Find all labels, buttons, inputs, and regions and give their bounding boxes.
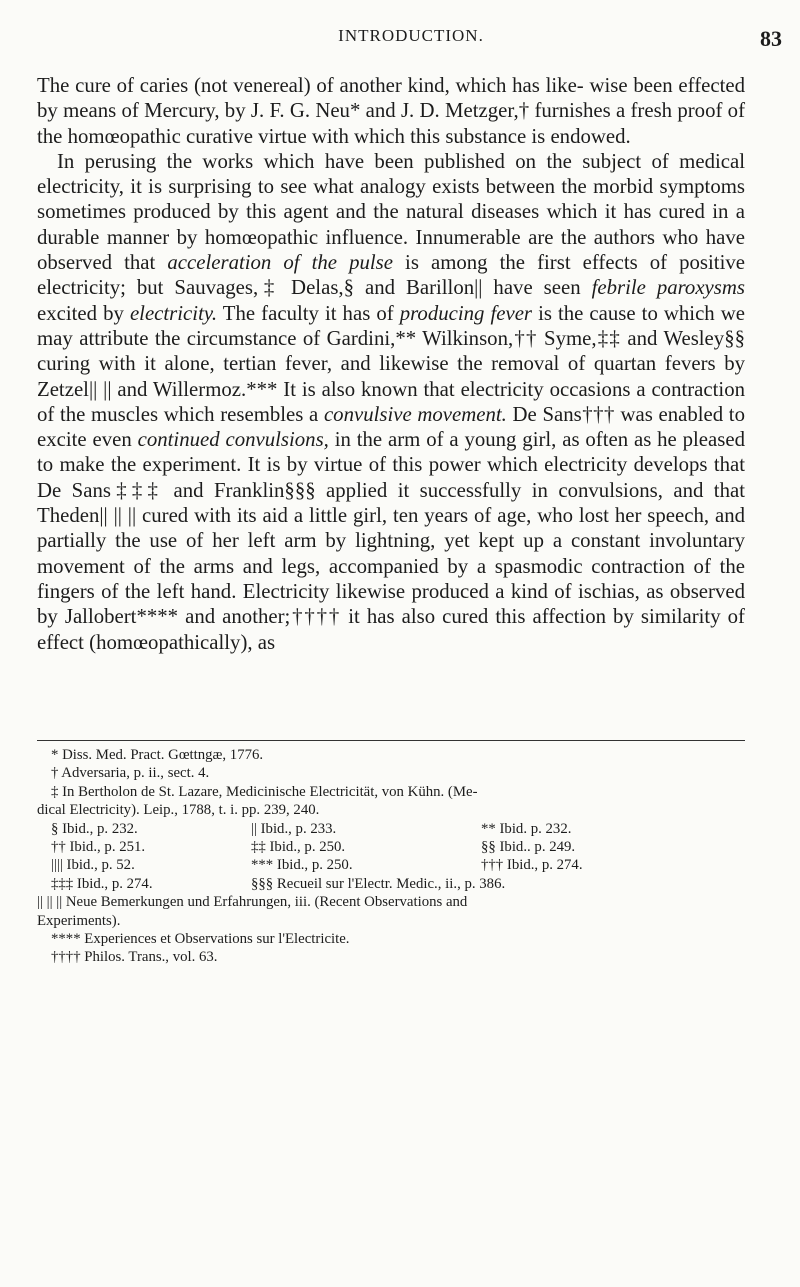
footnote-continuation: dical Electricity). Leip., 1788, t. i. pp. 239, 240. <box>37 802 320 819</box>
italic-phrase: electricity. <box>129 301 218 325</box>
footnote: ‡‡‡ Ibid., p. 274. <box>51 875 153 892</box>
italic-phrase: acceleration of the pulse <box>167 251 393 275</box>
footnote: * Diss. Med. Pract. Gœttngæ, 1776. <box>51 747 264 763</box>
footnote: †††† Philos. Trans., vol. 63. <box>51 949 218 966</box>
footnote: || || || Neue Bemerkungen und Erfahrungen, iii. (Recent Observations and <box>37 894 468 911</box>
footnotes <box>37 746 762 967</box>
paragraph-electricity <box>37 149 745 655</box>
footnote: §§§ Recueil sur l'Electr. Medic., ii., p. 386. <box>251 875 506 892</box>
footnote-continuation: Experiments). <box>37 912 121 929</box>
italic-phrase: producing fever <box>399 301 533 325</box>
text-run: In perusing the works which have been published on the subject of medical electricity, it is surprising to see what analogy exists between the morbid symptoms sometimes produced by this agent and the natural diseases which it has cured in a durable manner by homœopathic influence. Innumerable are the authors who have observed that <box>37 149 745 275</box>
footnote: §§ Ibid.. p. 249. <box>481 839 576 856</box>
italic-phrase: convulsive movement. <box>323 402 507 426</box>
footnote: **** Experiences et Observations sur l'Electricite. <box>51 931 350 948</box>
page-number: 83 <box>760 26 782 51</box>
italic-phrase: continued convulsions, <box>137 428 329 452</box>
footnote: *** Ibid., p. 250. <box>251 857 353 874</box>
footnote-grid <box>37 820 762 894</box>
footnote: †† Ibid., p. 251. <box>51 839 146 856</box>
page-header <box>40 26 782 66</box>
text-run: excited by <box>37 301 130 325</box>
text-run: is among the first effects of positive electricity; but Sauvages,‡ Delas,§ and Barillon|| have seen <box>37 251 745 300</box>
text-run: is the cause to which we may attribute the circumstance of Gardini,** Wilkinson,†† Syme,‡‡ and Wesley§§ curing with it alone, tertian fever, and likewise the removal of quartan fevers by Zetzel|| || and Willermoz.*** It is also known that electricity occasions a contraction of the muscles which resembles a <box>37 301 745 426</box>
paragraph-mercury <box>37 73 745 149</box>
text-run: De Sans††† was enabled to excite even <box>37 402 745 452</box>
footnote: ** Ibid. p. 232. <box>481 820 572 837</box>
text-run: in the arm of a young girl, as often as he pleased to make the experiment. It is by virtue of this power which electricity develops that De Sans‡‡‡ and Franklin§§§ applied it successfully in convulsions, and that Theden|| || || cured with its aid a little girl, ten years of age, who lost her speech, and partially the use of her left arm by lightning, yet kept up a constant involuntary movement of the arms and legs, accompanied by a spasmodic contraction of the fingers of the left hand. Electricity likewise produced a kind of ischias, as observed by Jallobert**** and another;†††† it has also cured this affection by similarity of effect (homœopathically), as <box>37 428 745 654</box>
footnote: |||| Ibid., p. 52. <box>51 857 135 874</box>
footnote: ‡‡ Ibid., p. 250. <box>251 839 346 856</box>
footnote: ††† Ibid., p. 274. <box>481 857 583 874</box>
text-run: The faculty it has of <box>217 301 400 325</box>
body-text <box>37 73 745 655</box>
footnote-rule <box>37 740 745 741</box>
footnote: ‡ In Bertholon de St. Lazare, Medicinische Electricität, von Kühn. (Me- <box>51 783 478 800</box>
footnote: § Ibid., p. 232. <box>51 820 138 837</box>
italic-phrase: febrile paroxysms <box>591 276 745 300</box>
footnote: || Ibid., p. 233. <box>251 820 337 837</box>
running-title: INTRODUCTION. <box>338 26 484 45</box>
footnote: † Adversaria, p. ii., sect. 4. <box>51 765 210 782</box>
paragraph-text: The cure of caries (not venereal) of another kind, which has like- wise been effected by means of Mercury, by J. F. G. Neu* and J. D. Metzger,† furnishes a fresh proof of the homœopathic curative virtue with which this substance is endowed. <box>37 74 745 148</box>
